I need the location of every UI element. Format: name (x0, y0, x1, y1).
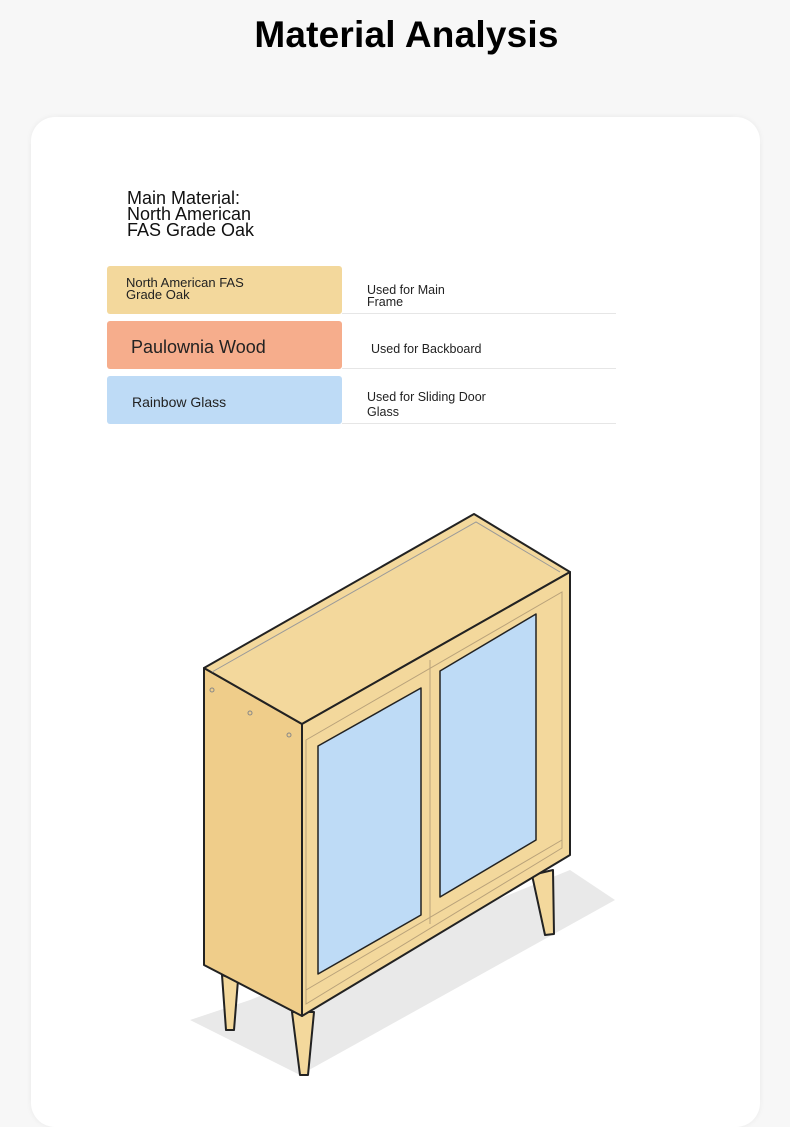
page-title: Material Analysis (254, 14, 559, 55)
main-material-line-2: North American (127, 204, 252, 224)
material-use-glass: Used for Sliding Door Glass (367, 390, 486, 419)
cabinet-leg-back-left (222, 975, 238, 1030)
cabinet-side-panel (204, 668, 302, 1016)
main-material-line-1: Main Material: (127, 188, 241, 208)
material-name-glass: Rainbow Glass (132, 394, 227, 410)
material-use-paulownia: Used for Backboard (371, 342, 482, 356)
material-name-paulownia: Paulownia Wood (131, 337, 266, 357)
material-use-oak: Used for Main Frame (367, 283, 445, 309)
main-material-line-3: FAS Grade Oak (127, 220, 255, 240)
material-name-oak: North American FAS Grade Oak (126, 275, 244, 302)
